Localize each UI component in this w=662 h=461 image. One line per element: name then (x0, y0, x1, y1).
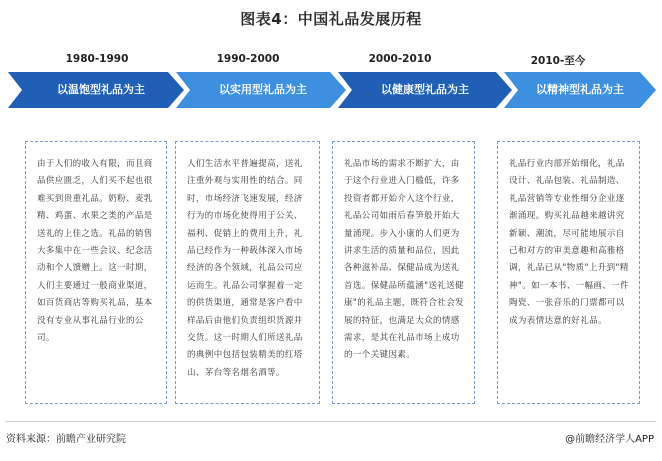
stage-box-4 (497, 141, 640, 404)
stage-description-4: 礼品行业内部开始细化，礼品设计、礼品包装、礼品制造、礼品营销等专业性细分企业逐渐涌现。购买礼品越来越讲究新颖、潮流，尽可能地展示自己和对方的审美意趣和高雅格调，礼品已从"物质"上升到"精神"。如一本书、一幅画、一件陶瓷、一张音乐的门票都可以成为表情达意的好礼品。 (509, 159, 630, 326)
period-label-3: 2000-2010 (368, 53, 432, 65)
stage-label-2: 以实用型礼品为主 (219, 83, 307, 96)
stage-label-1: 以温饱型礼品为主 (57, 83, 145, 96)
period-label-1: 1980-1990 (65, 53, 129, 65)
stage-box-2 (175, 141, 320, 404)
stage-description-2: 人们生活水平普遍提高，送礼注重外观与实用性的结合。同时，市场经济飞速发展，经济行为的市场化使得用于公关、福利、促销上的费用上升，礼品已经作为一种载体深入市场经济的各个领域，礼品公司应运而生。礼品公司掌握着一定的供货渠道，通常是客户看中样品后由他们负责组织货源并交货。这一时期人们所送礼品的典例中包括包装精美的红塔山、茅台等名烟名酒等。 (187, 159, 303, 378)
stage-description-3: 礼品市场的需求不断扩大，由于这个行业进入门槛低，许多投资者都开始介入这个行业，礼品公司如雨后春笋般开始大量涌现。步入小康的人们更为讲求生活的质量和品位，因此各种滋补品、保健品成为送礼首选。保健品所蕴涵"送礼送健康"的礼品主题，既符合社会发展的特征，也满足大众的情感需求，是其在礼品市场上成功的一个关键因素。 (344, 159, 465, 361)
period-label-4: 2010-至今 (530, 55, 586, 67)
stage-label-3: 以健康型礼品为主 (381, 83, 469, 96)
source-note: 资料来源：前瞻产业研究院 (6, 434, 126, 445)
brand-credit: @前瞻经济学人APP (565, 434, 654, 445)
stage-box-3 (332, 141, 475, 404)
stage-label-4: 以精神型礼品为主 (536, 83, 624, 96)
footer-divider (6, 421, 656, 422)
chart-title: 图表4：中国礼品发展历程 (240, 10, 422, 28)
stage-description-1: 由于人们的收入有限，而且商品供应匮乏，人们买不起也很难买到贵重礼品。奶粉、麦乳精、鸡蛋、水果之类的产品是送礼的上佳之选。礼品的销售大多集中在一些会议、纪念活动和个人馈赠上。这一时期，人们主要通过一般商业渠道，如百货商店等购买礼品，基本没有专业从事礼品行业的公司。 (37, 159, 153, 344)
stage-box-1 (25, 141, 167, 404)
period-label-2: 1990-2000 (216, 53, 280, 65)
